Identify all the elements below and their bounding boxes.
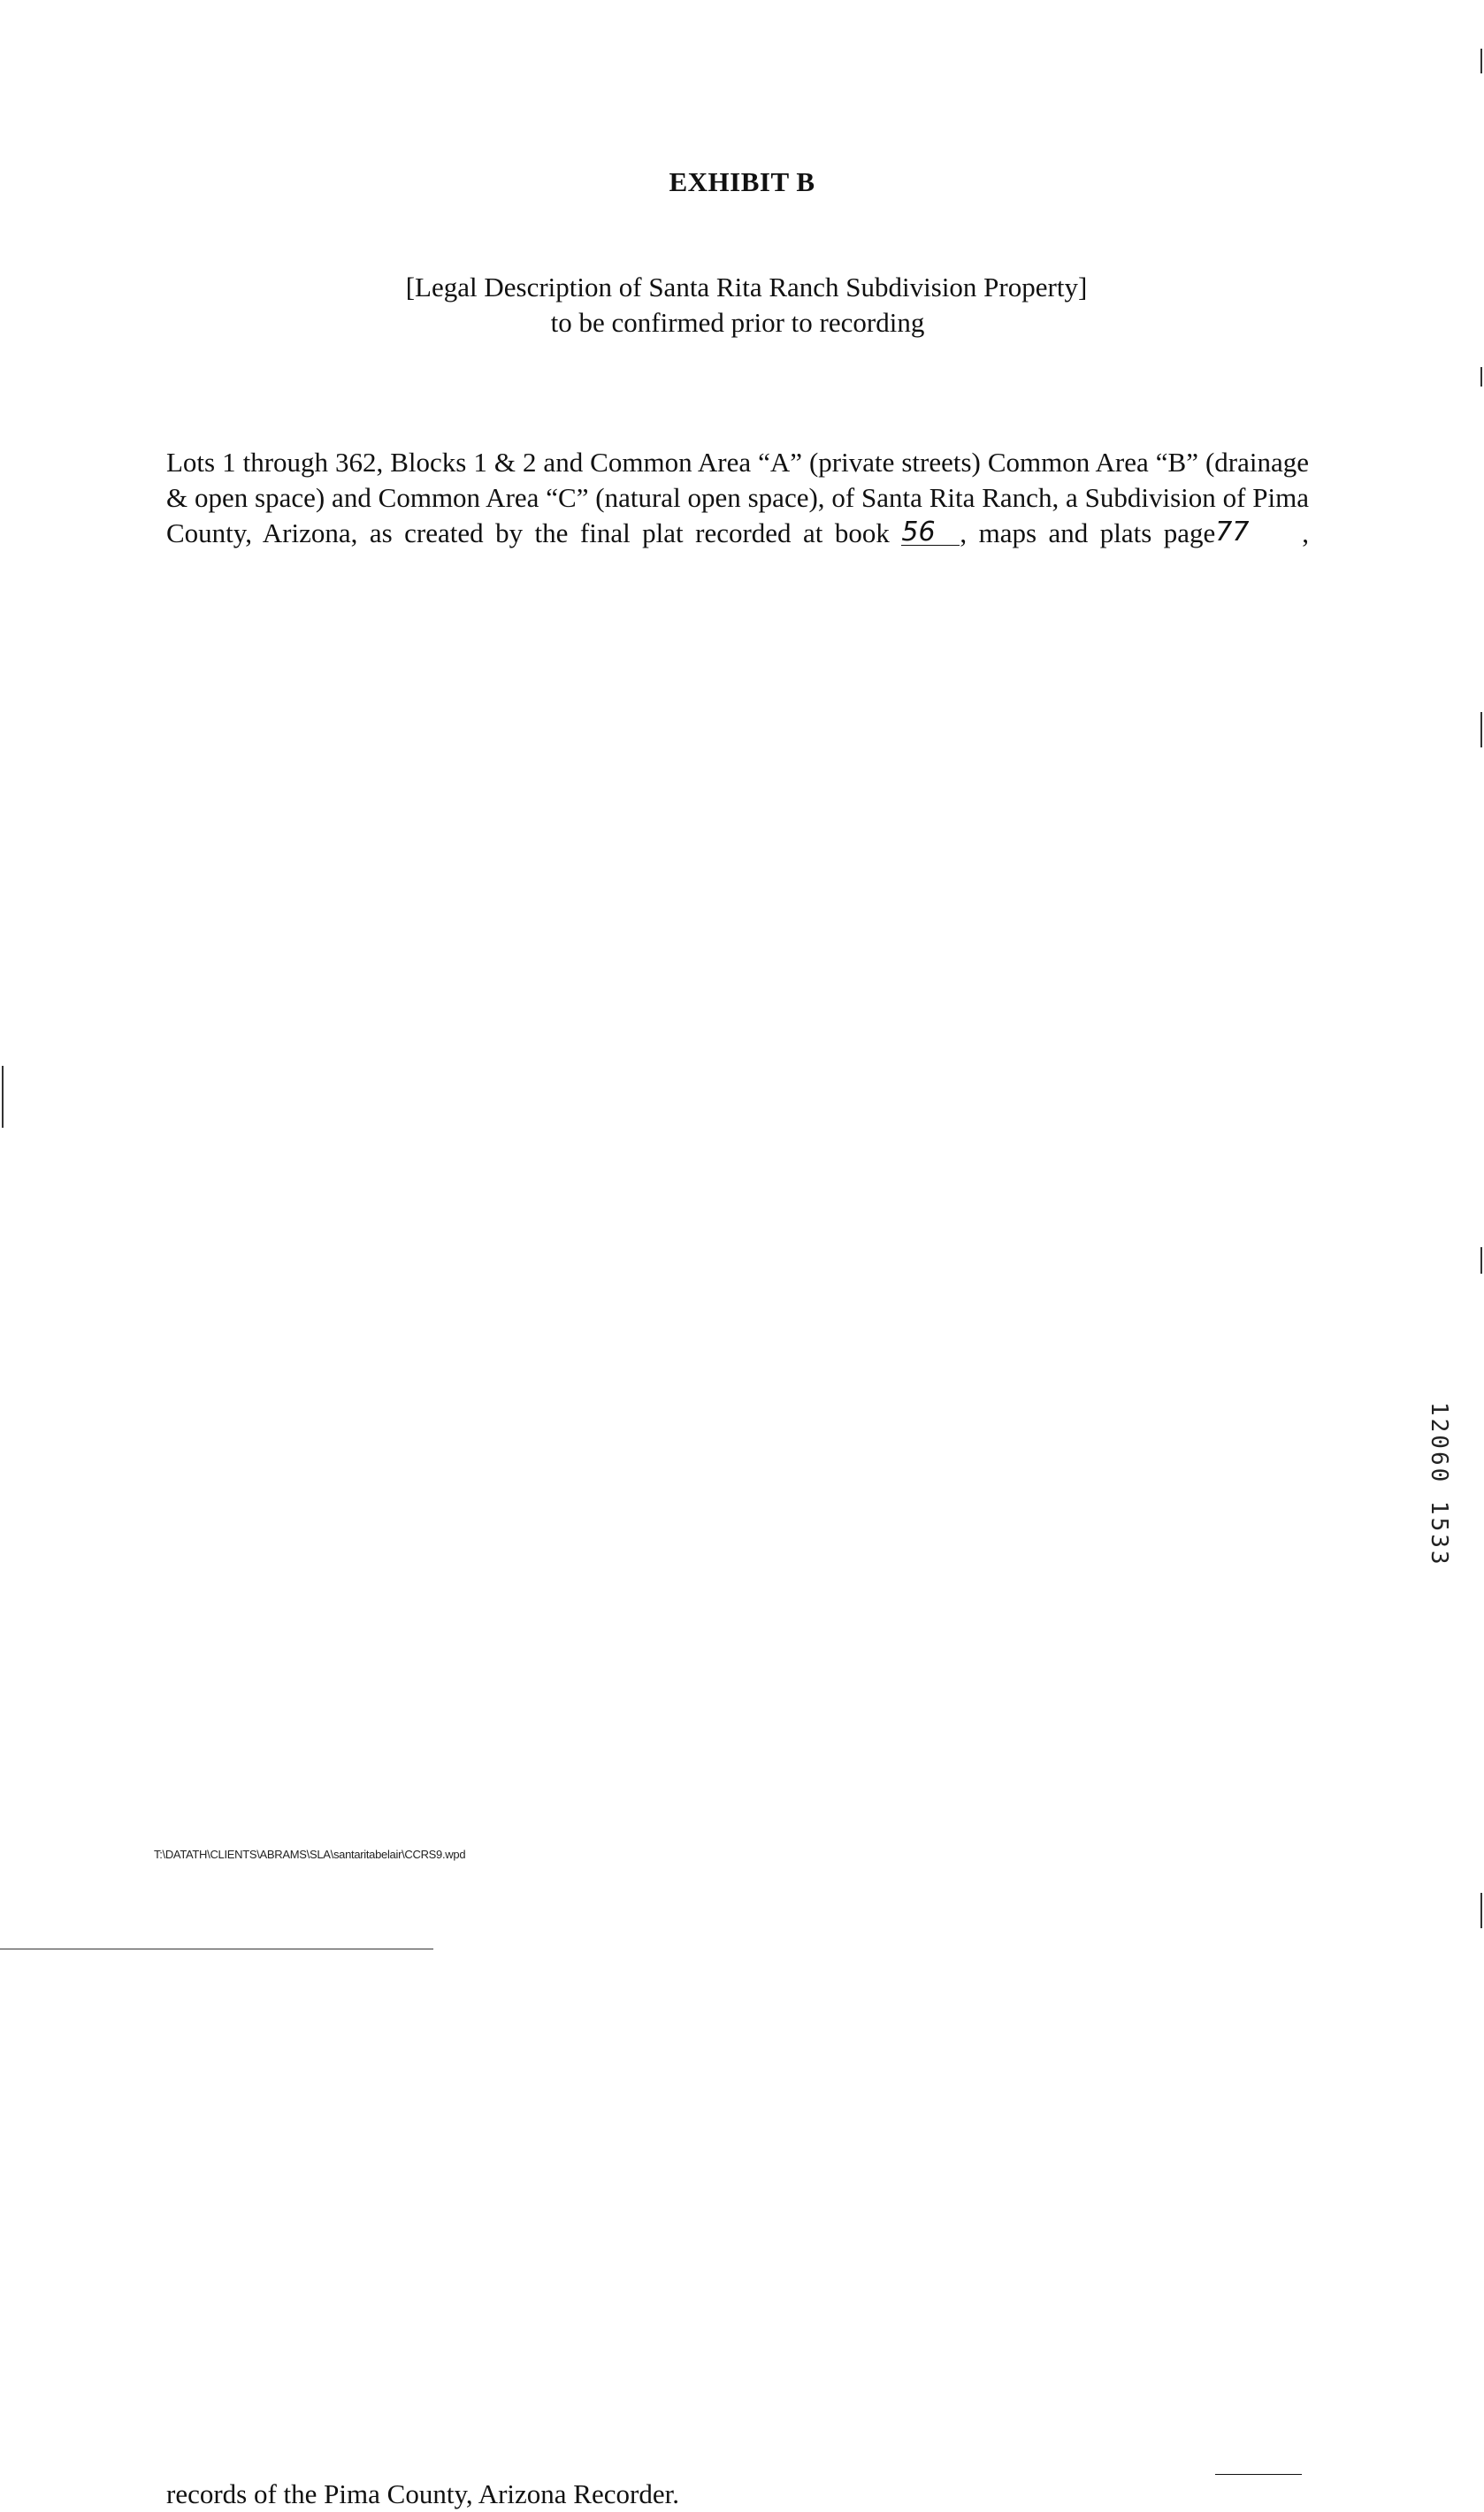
scan-edge-mark [1480,367,1482,387]
scan-edge-mark [1480,1893,1482,1928]
scan-edge-mark [1480,49,1482,73]
recording-stamp [1426,1402,1470,1707]
paragraph-text-part-3: , records of the Pima County, Arizona Recorder. [166,517,1310,2509]
book-number-handwritten: 56 [901,520,960,546]
subtitle-line-2: to be confirmed prior to recording [550,307,925,338]
legal-description-paragraph [166,445,1309,2512]
paragraph-text-part-1: Lots 1 through 362, Blocks 1 & 2 and Common Area “A” (private streets) Common Area “B” (drainage & open space) and Common Area “C” (natural open space), of Santa Rita Ranch, a Subdivision of Pima County, Arizona, as created by the final plat recorded at book [166,447,1309,548]
scan-edge-mark [1480,1247,1482,1274]
subtitle-line-1: [Legal Description of Santa Rita Ranch Subdivision Property] [405,272,1088,303]
file-path-footer: T:\DATATH\CLIENTS\ABRAMS\SLA\santaritabelair\CCRS9.wpd [154,1848,466,1861]
page-number-handwritten: 77 [1215,520,1302,2475]
exhibit-title: EXHIBIT B [669,166,815,197]
paragraph-text-part-2: , maps and plats page [960,517,1216,548]
scan-edge-mark [2,1066,4,1128]
exhibit-subtitle [0,270,1484,341]
recording-stamp-number: 12060 1533 [1426,1402,1452,1567]
scan-edge-mark [1480,712,1482,747]
